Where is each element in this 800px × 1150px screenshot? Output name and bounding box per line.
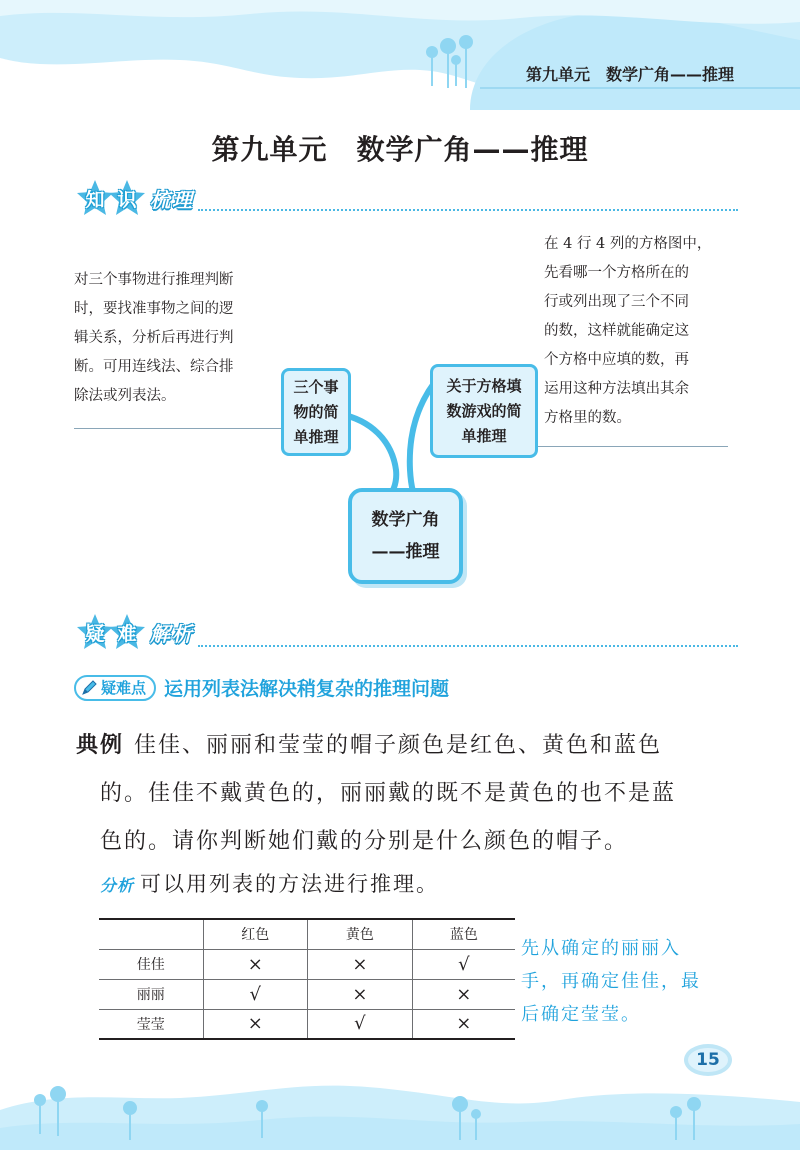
hint-line: 先从确定的丽丽入 [521,938,681,959]
example-label: 典例 [76,733,125,758]
hard-point-badge [74,675,156,701]
box-line: 三个事 [293,377,339,396]
note-line: 时，要找准事物之间的逻 [74,301,234,317]
pencil-icon [80,679,98,697]
note-line: 运用这种方法填出其余 [544,381,689,397]
badge-label: 疑难点 [101,679,147,697]
note-line: 断。可用连线法、综合排 [74,359,234,375]
page-title: 第九单元 数学广角——推理 [211,133,589,166]
note-line: 在 4 行 4 列的方格图中， [544,236,712,252]
banner-text: 解析 [150,621,194,646]
table-header-row [99,919,515,949]
table-header-cell: 蓝色 [412,919,515,949]
table-cell: 莹莹 [99,1009,203,1039]
table-header-cell: 红色 [203,919,308,949]
running-head: 第九单元 数学广角——推理 [525,65,734,84]
table-cell: √ [308,1009,413,1039]
note-line: 方格里的数。 [544,410,631,426]
analysis-line [100,868,439,898]
side-hint [521,932,741,1031]
example-block [76,722,744,866]
banner-text: 梳理 [150,187,194,212]
table-row [99,979,515,1009]
difficulty-banner [76,612,194,652]
note-line: 先看哪一个方格所在的 [544,265,689,281]
center-line: 数学广角 [371,510,440,530]
table-row [99,949,515,979]
footer-wave-decoration [0,1070,800,1150]
hard-point-heading [74,674,449,701]
page-number: 15 [696,1050,720,1070]
note-line: 辑关系，分析后再进行判 [74,330,234,346]
table-cell: 丽丽 [99,979,203,1009]
example-line: 色的。请你判断她们戴的分别是什么颜色的帽子。 [100,829,629,854]
table-header-cell: 黄色 [308,919,413,949]
table-cell: 佳佳 [99,949,203,979]
note-line: 个方格中应填的数，再 [544,352,689,368]
note-line: 行或列出现了三个不同 [544,294,689,310]
box-line: 关于方格填 [446,376,522,395]
example-line: 佳佳、丽丽和莹莹的帽子颜色是红色、黄色和蓝色 [134,733,663,758]
box-line: 物的简 [293,402,339,421]
table-cell: × [412,1009,515,1039]
table-cell: √ [203,979,308,1009]
box-line: 单推理 [293,427,339,446]
note-line: 对三个事物进行推理判断 [74,272,234,288]
note-line: 除法或列表法。 [74,388,176,404]
table-cell: × [412,979,515,1009]
table-header-cell [99,919,203,949]
table-cell: × [308,979,413,1009]
reasoning-table [99,918,515,1040]
box-line: 数游戏的简 [446,401,522,420]
banner-star-icon: 知 [76,179,114,217]
table-row [99,1009,515,1039]
hint-line: 后确定莹莹。 [521,1004,641,1025]
mindmap-right-box [430,364,538,458]
table-cell: × [203,949,308,979]
hard-point-title: 运用列表法解决稍复杂的推理问题 [164,678,450,700]
table-cell: × [308,949,413,979]
analysis-text: 可以用列表的方法进行推理。 [140,872,440,896]
banner-star-icon: 难 [108,613,146,651]
analysis-label: 分析 [100,876,135,895]
divider [198,645,738,647]
table-cell: × [203,1009,308,1039]
mindmap-left-box [281,368,351,456]
center-line: ——推理 [371,542,440,562]
example-line: 的。佳佳不戴黄色的，丽丽戴的既不是黄色的也不是蓝 [100,781,677,806]
note-line: 的数，这样就能确定这 [544,323,689,339]
hint-line: 手，再确定佳佳，最 [521,971,701,992]
banner-star-icon: 疑 [76,613,114,651]
mindmap-center [348,488,463,584]
box-line: 单推理 [461,426,507,445]
table-cell: √ [412,949,515,979]
banner-star-icon: 识 [108,179,146,217]
